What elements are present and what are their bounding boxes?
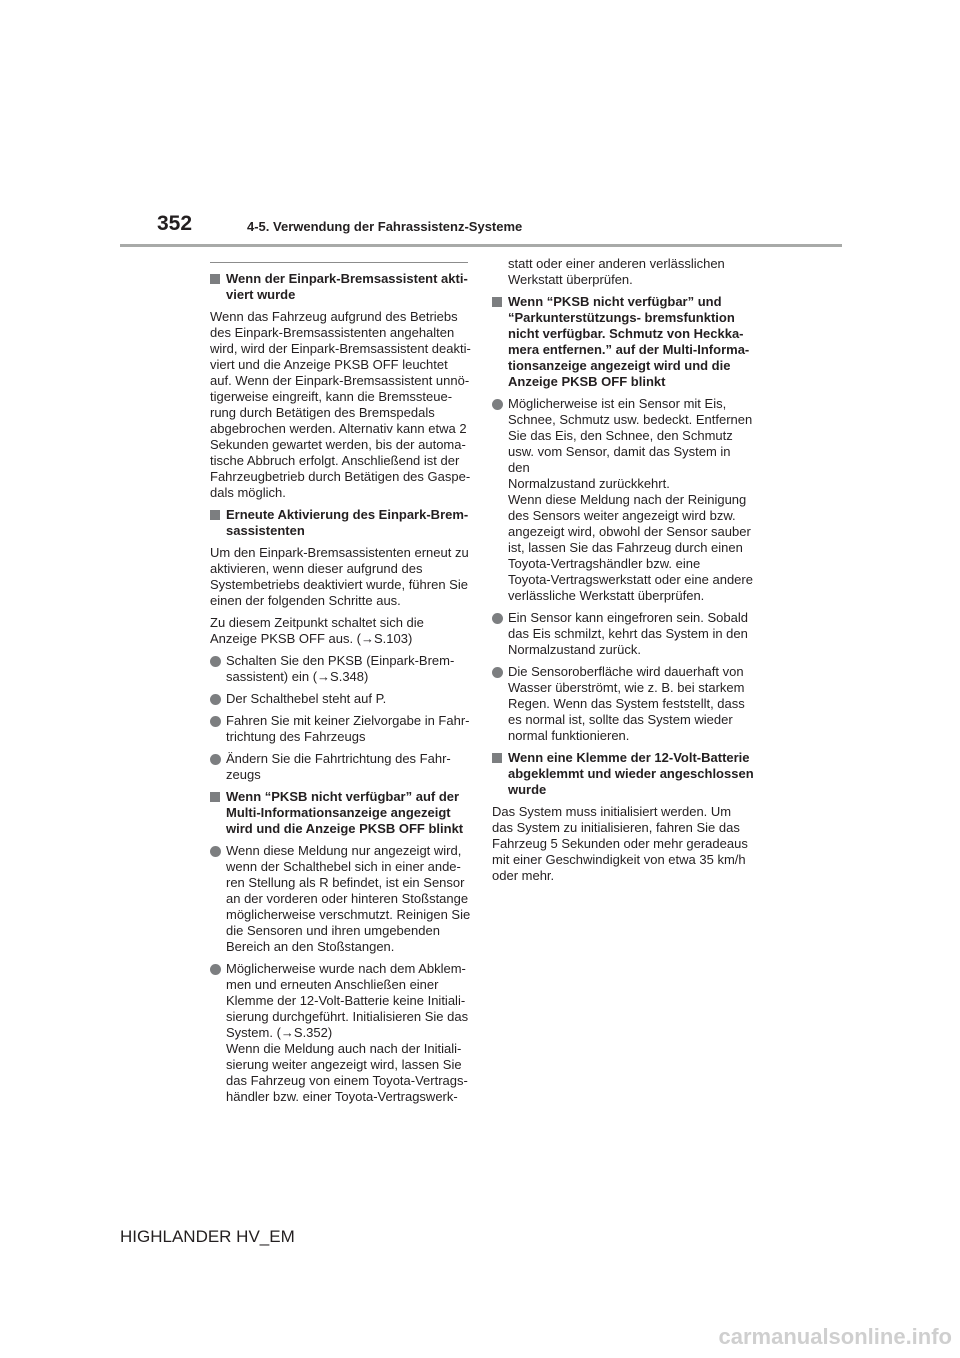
heading-pksb-unavailable [210,789,472,837]
text-line: abgeklemmt und wieder angeschlossen [508,766,754,781]
text-line: Anzeige PKSB OFF aus. (→S.103) [210,631,413,646]
text-line: verlässliche Werkstatt überprüfen. [508,588,705,603]
text-line: Um den Einpark-Bremsassistenten erneut zu [210,545,469,560]
text-line: das Fahrzeug von einem Toyota-Vertrags- [226,1073,468,1088]
circle-bullet-icon [210,694,221,705]
text-line: Toyota-Vertragswerkstatt oder eine andere [508,572,753,587]
text-line: Wenn eine Klemme der 12-Volt-Batterie [508,750,750,765]
text-line: dals möglich. [210,485,286,500]
text-line: sierung weiter angezeigt wird, lassen Sie [226,1057,462,1072]
text-line: Fahrzeugbetrieb durch Betätigen des Gaspe- [210,469,471,484]
text-line: Toyota-Vertragshändler bzw. eine [508,556,701,571]
heading-reactivation [210,507,472,539]
text-line: Normalzustand zurück. [508,642,641,657]
text-line: Wenn diese Meldung nach der Reinigung [508,492,747,507]
section-divider [210,262,468,263]
text-line: sierung durchgeführt. Initialisieren Sie das [226,1009,469,1024]
circle-bullet-icon [210,964,221,975]
header-rule [120,244,842,247]
text-line: Schalten Sie den PKSB (Einpark-Brem- [226,653,455,668]
text-line: Regen. Wenn das System feststellt, dass [508,696,745,711]
circle-bullet-icon [210,754,221,765]
heading-pksb-rear-camera [492,294,754,390]
text-line: men und erneuten Anschließen einer [226,977,439,992]
text-line: das Eis schmilzt, kehrt das System in den [508,626,748,641]
list-item [492,610,754,658]
text-line: Bereich an den Stoßstangen. [226,939,395,954]
section-title: 4-5. Verwendung der Fahrassistenz-Systeme [247,219,523,234]
circle-bullet-icon [210,846,221,857]
text-line: Zu diesem Zeitpunkt schaltet sich die [210,615,424,630]
text-line: Möglicherweise ist ein Sensor mit Eis, [508,396,727,411]
text-line: des Einpark-Bremsassistenten angehalten [210,325,455,340]
text-line: Der Schalthebel steht auf P. [226,691,387,706]
right-column [492,256,754,890]
text-line: Möglicherweise wurde nach dem Abklem- [226,961,466,976]
paragraph [210,545,472,609]
text-line: tische Abbruch erfolgt. Anschließend ist der [210,453,460,468]
text-line: Wenn die Meldung auch nach der Initiali- [226,1041,462,1056]
text-line: Wenn das Fahrzeug aufgrund des Betriebs [210,309,458,324]
left-column [210,256,472,1111]
text-line: Ein Sensor kann eingefroren sein. Sobald [508,610,748,625]
text-line: Wenn “PKSB nicht verfügbar” und [508,294,722,309]
text-line: an der vorderen oder hinteren Stoßstange [226,891,469,906]
text-line: “Parkunterstützungs- bremsfunktion [508,310,735,325]
text-line: tigerweise eingreift, kann die Bremssteue- [210,389,453,404]
text-line: System. (→S.352) [226,1025,333,1040]
text-line: usw. vom Sensor, damit das System in den [508,444,731,475]
paragraph [210,309,472,501]
text-line: normal funktionieren. [508,728,630,743]
list-item [210,691,472,707]
list-item [210,843,472,955]
text-line: wird, wird der Einpark-Bremsassistent deakti- [210,341,471,356]
text-line: rung durch Betätigen des Bremspedals [210,405,435,420]
text-line: sassistent) ein (→S.348) [226,669,369,684]
text-line: Wenn “PKSB nicht verfügbar” auf der [226,789,460,804]
text-line: ist, lassen Sie das Fahrzeug durch einen [508,540,743,555]
square-bullet-icon [210,792,220,802]
text-line: mera entfernen.” auf der Multi-Informa- [508,342,750,357]
page-number: 352 [157,212,193,235]
list-item [210,713,472,745]
text-line: Sekunden gewartet werden, bis der automa- [210,437,466,452]
text-line: abgebrochen werden. Alternativ kann etwa 2 [210,421,467,436]
text-line: wird und die Anzeige PKSB OFF blinkt [226,821,464,836]
square-bullet-icon [492,753,502,763]
text-line: nicht verfügbar. Schmutz von Heckka- [508,326,744,341]
text-line: händler bzw. einer Toyota-Vertragswerk- [226,1089,458,1104]
text-line: mit einer Geschwindigkeit von etwa 35 km/h [492,852,746,867]
text-line: Klemme der 12-Volt-Batterie keine Initiali- [226,993,466,1008]
text-line: Fahrzeug 5 Sekunden oder mehr geradeaus [492,836,748,851]
list-item [210,751,472,783]
list-item [210,961,472,1105]
text-line: Anzeige PKSB OFF blinkt [508,374,666,389]
text-line: viert wurde [226,287,296,302]
circle-bullet-icon [210,656,221,667]
text-line: Fahren Sie mit keiner Zielvorgabe in Fahr- [226,713,470,728]
text-line: trichtung des Fahrzeugs [226,729,366,744]
text-line: des Sensors weiter angezeigt wird bzw. [508,508,736,523]
text-line: Schnee, Schmutz usw. bedeckt. Entfernen [508,412,753,427]
text-line: einen der folgenden Schritte aus. [210,593,401,608]
text-line: die Sensoren und ihren umgebenden [226,923,440,938]
heading-activated [210,271,472,303]
list-item [492,396,754,604]
text-line: Erneute Aktivierung des Einpark-Brem- [226,507,469,522]
list-item [492,664,754,744]
text-line: Wenn der Einpark-Bremsassistent akti- [226,271,468,286]
text-line: das System zu initialisieren, fahren Sie das [492,820,740,835]
text-line: tionsanzeige angezeigt wird und die [508,358,731,373]
text-line: wenn der Schalthebel sich in einer ande- [226,859,461,874]
text-line: ren Stellung als R befindet, ist ein Sensor [226,875,465,890]
text-line: viert und die Anzeige PKSB OFF leuchtet [210,357,448,372]
heading-battery-terminal [492,750,754,798]
paragraph [210,615,472,647]
text-line: Das System muss initialisiert werden. Um [492,804,732,819]
text-line: angezeigt wird, obwohl der Sensor sauber [508,524,751,539]
footer-model: HIGHLANDER HV_EM [120,1227,295,1246]
text-line: Wenn diese Meldung nur angezeigt wird, [226,843,462,858]
circle-bullet-icon [492,613,503,624]
text-line: Sie das Eis, den Schnee, den Schmutz [508,428,733,443]
text-line: Systembetriebs deaktiviert wurde, führen Sie [210,577,468,592]
text-line: wurde [508,782,547,797]
text-line: Werkstatt überprüfen. [508,272,633,287]
text-line: oder mehr. [492,868,555,883]
list-item [210,653,472,685]
text-line: Normalzustand zurückkehrt. [508,476,670,491]
circle-bullet-icon [210,716,221,727]
text-line: Die Sensoroberfläche wird dauerhaft von [508,664,744,679]
text-line: Multi-Informationsanzeige angezeigt [226,805,451,820]
square-bullet-icon [210,274,220,284]
text-line: möglicherweise verschmutzt. Reinigen Sie [226,907,471,922]
watermark: carmanualsonline.info [718,1324,952,1349]
text-line: Ändern Sie die Fahrtrichtung des Fahr- [226,751,451,766]
text-line: Wasser überströmt, wie z. B. bei starkem [508,680,745,695]
text-line: auf. Wenn der Einpark-Bremsassistent unnö- [210,373,470,388]
circle-bullet-icon [492,399,503,410]
square-bullet-icon [210,510,220,520]
text-line: zeugs [226,767,261,782]
text-line: es normal ist, sollte das System wieder [508,712,733,727]
paragraph [492,804,754,884]
square-bullet-icon [492,297,502,307]
paragraph-continued [492,256,754,288]
text-line: sassistenten [226,523,305,538]
circle-bullet-icon [492,667,503,678]
text-line: aktivieren, wenn dieser aufgrund des [210,561,423,576]
text-line: statt oder einer anderen verlässlichen [508,256,725,271]
